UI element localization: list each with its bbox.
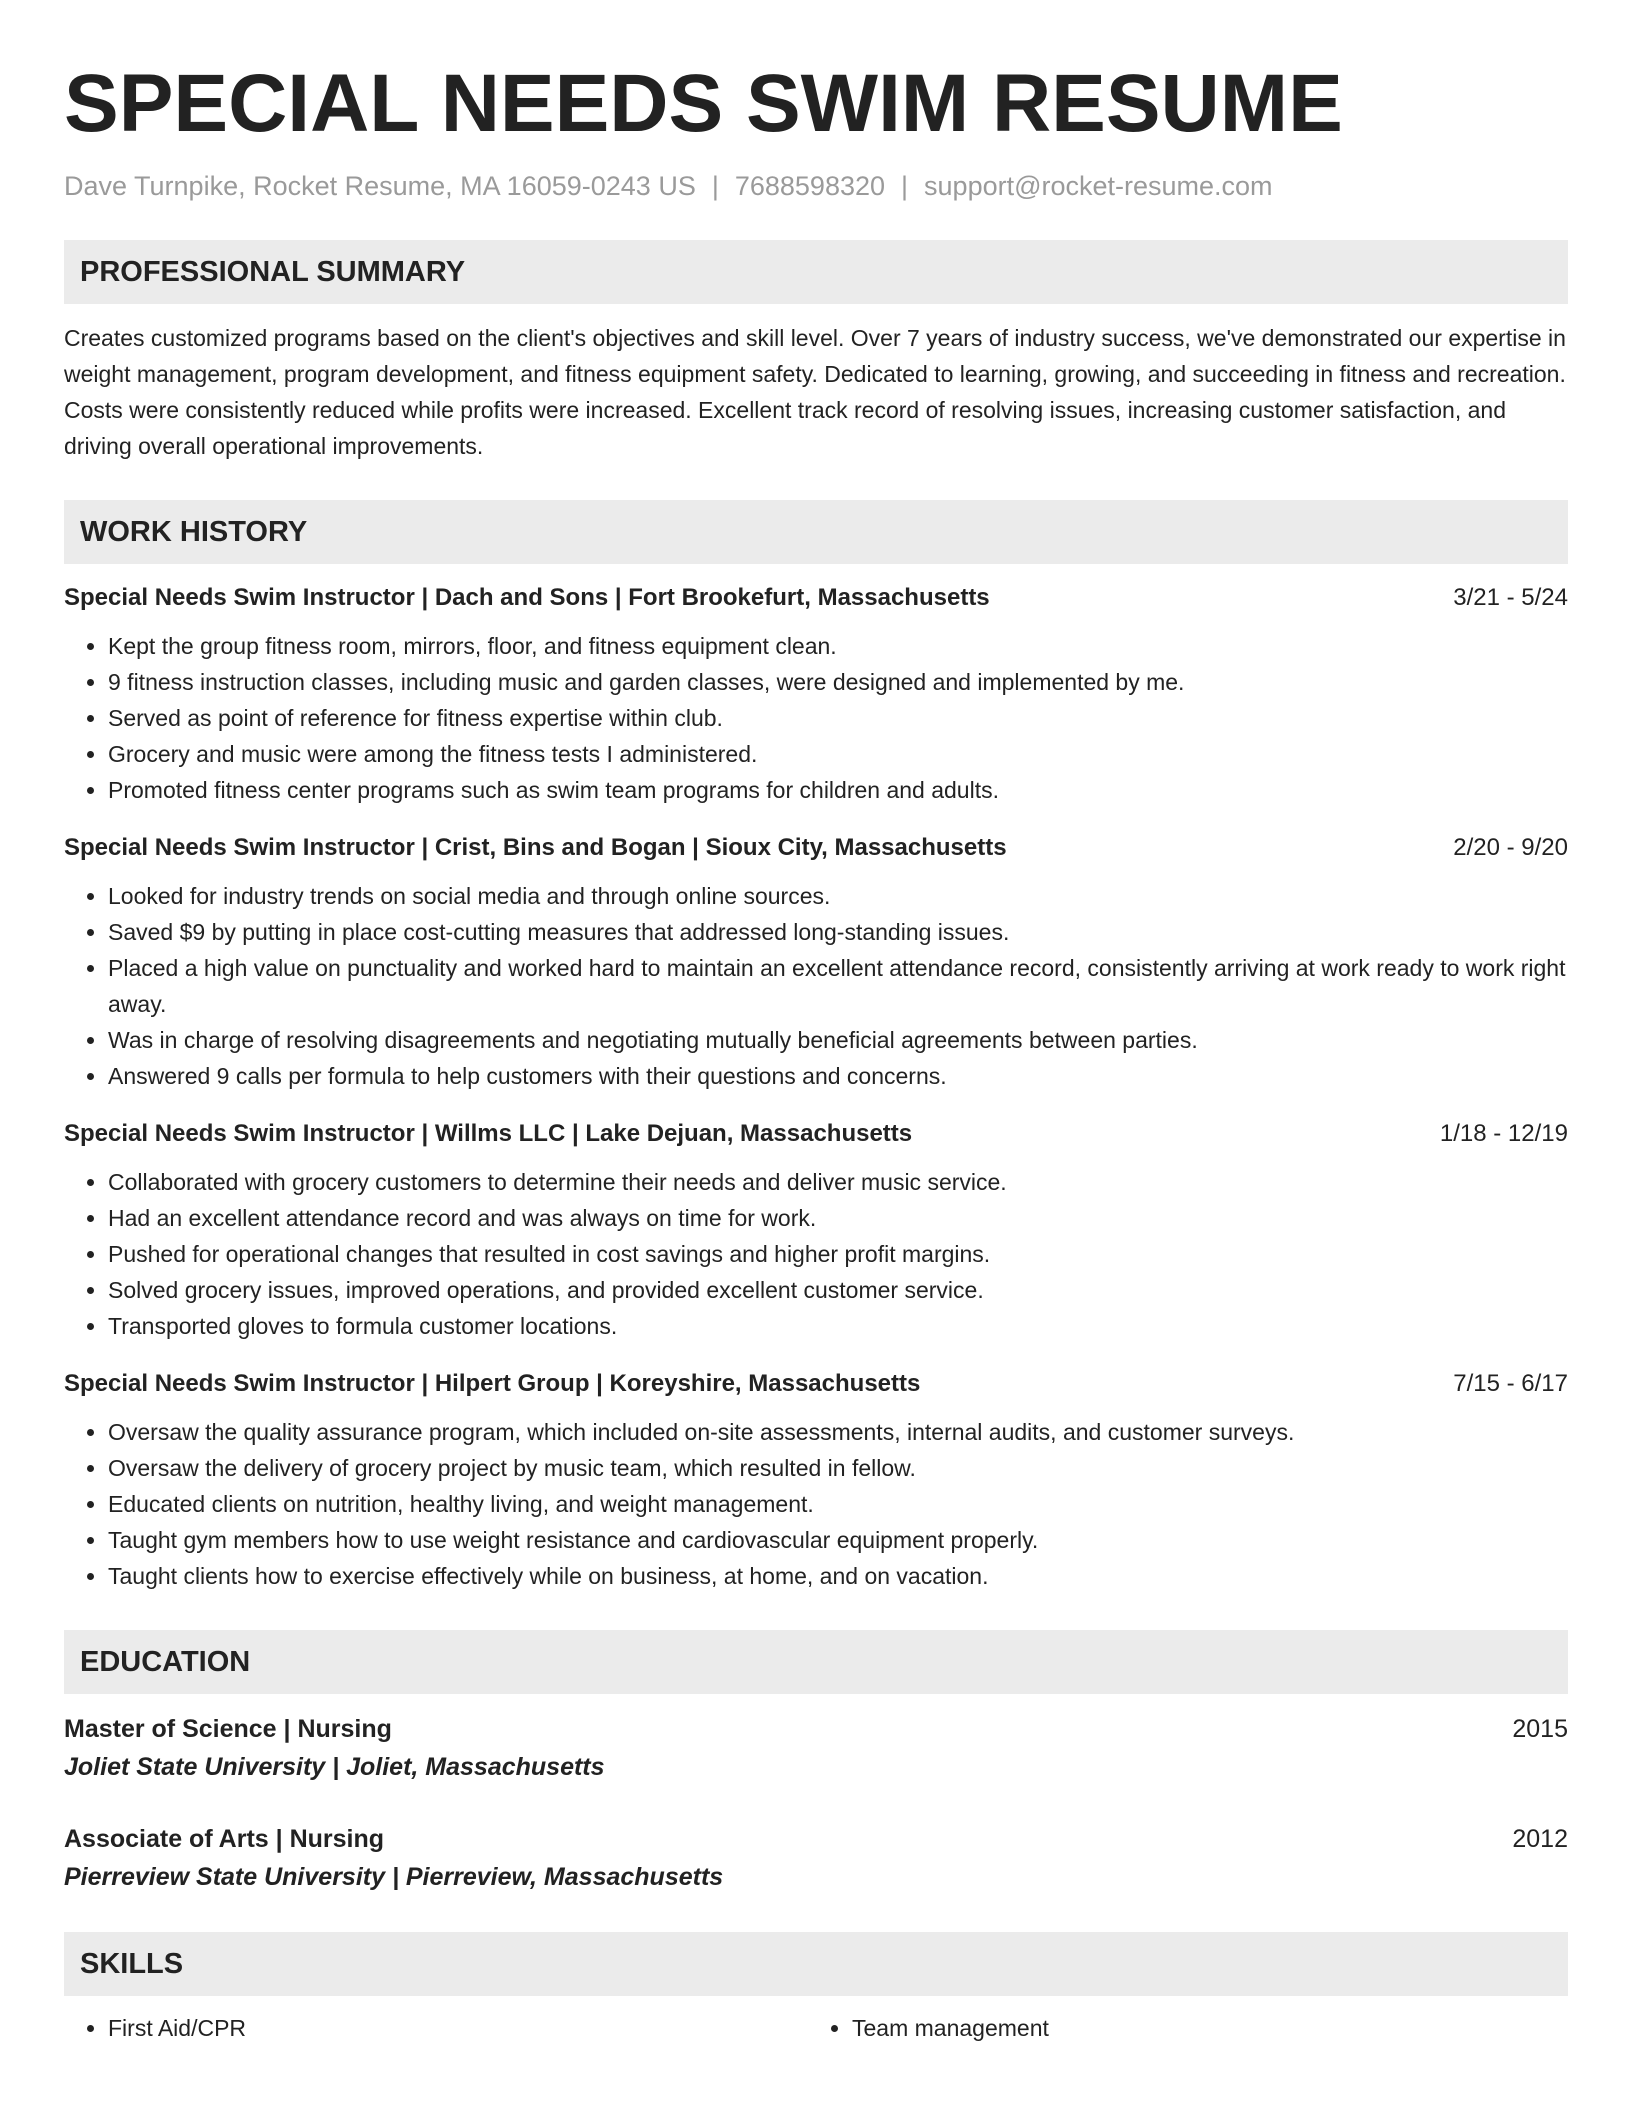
education-header [64, 1820, 1568, 1858]
job-bullet: • Pushed for operational changes that resulted in cost savings and higher profit margins. [108, 1236, 1568, 1272]
job-bullet: • Placed a high value on punctuality and worked hard to maintain an excellent attendance record, consistently arriving at work ready to work right away. [108, 950, 1568, 1022]
skills-column-right [808, 2010, 1552, 2046]
job-bullet: • Kept the group fitness room, mirrors, floor, and fitness equipment clean. [108, 628, 1568, 664]
job-bullet: • Oversaw the quality assurance program, which included on-site assessments, internal audits, and customer surveys. [108, 1414, 1568, 1450]
job-entry [64, 830, 1568, 1094]
job-bullet: • Grocery and music were among the fitness tests I administered. [108, 736, 1568, 772]
job-bullet: • Served as point of reference for fitness expertise within club. [108, 700, 1568, 736]
job-bullet: • Transported gloves to formula customer locations. [108, 1308, 1568, 1344]
job-header [64, 1366, 1568, 1402]
job-entry [64, 580, 1568, 808]
contact-email: support@rocket-resume.com [924, 171, 1273, 201]
job-bullet: • 9 fitness instruction classes, including music and garden classes, were designed and implemented by me. [108, 664, 1568, 700]
job-dates: 2/20 - 9/20 [1453, 834, 1568, 861]
resume-title: SPECIAL NEEDS SWIM RESUME [64, 58, 1343, 149]
education-entry [64, 1820, 1568, 1896]
job-bullets [64, 1414, 1568, 1594]
education-degree: Master of Science | Nursing [64, 1715, 392, 1743]
job-title: Special Needs Swim Instructor | Hilpert Group | Koreyshire, Massachusetts [64, 1370, 921, 1397]
job-header [64, 830, 1568, 866]
job-entry [64, 1366, 1568, 1594]
job-dates: 3/21 - 5/24 [1453, 584, 1568, 611]
job-bullets [64, 878, 1568, 1094]
education-school: Pierreview State University | Pierreview, Massachusetts [64, 1863, 724, 1891]
skills-list [64, 2010, 1568, 2046]
job-header [64, 580, 1568, 616]
job-dates: 7/15 - 6/17 [1453, 1370, 1568, 1397]
job-bullet: • Was in charge of resolving disagreements and negotiating mutually beneficial agreements between parties. [108, 1022, 1568, 1058]
job-bullet: • Educated clients on nutrition, healthy living, and weight management. [108, 1486, 1568, 1522]
contact-address: Dave Turnpike, Rocket Resume, MA 16059-0243 US [64, 171, 696, 201]
section-heading-work-history: WORK HISTORY [64, 500, 1568, 564]
skills-column-left [64, 2010, 808, 2046]
contact-separator: | [901, 171, 909, 201]
contact-separator: | [711, 171, 719, 201]
job-bullet: • Oversaw the delivery of grocery project by music team, which resulted in fellow. [108, 1450, 1568, 1486]
education-header [64, 1710, 1568, 1748]
education-degree: Associate of Arts | Nursing [64, 1825, 385, 1853]
section-heading-summary: PROFESSIONAL SUMMARY [64, 240, 1568, 304]
job-bullet: • Had an excellent attendance record and was always on time for work. [108, 1200, 1568, 1236]
job-bullet: • Answered 9 calls per formula to help customers with their questions and concerns. [108, 1058, 1568, 1094]
job-bullet: • Saved $9 by putting in place cost-cutting measures that addressed long-standing issues. [108, 914, 1568, 950]
job-bullets [64, 1164, 1568, 1344]
summary-text: Creates customized programs based on the client's objectives and skill level. Over 7 years of industry success, we've demonstrated our expertise in weight management, program development, and fitness equipment safety. Dedicated to learning, growing, and succeeding in fitness and recreation. Costs were consistently reduced while profits were increased. Excellent track record of resolving issues, increasing customer satisfaction, and driving overall operational improvements. [64, 325, 1566, 459]
education-entry [64, 1710, 1568, 1786]
job-bullet: • Promoted fitness center programs such as swim team programs for children and adults. [108, 772, 1568, 808]
job-bullets [64, 628, 1568, 808]
skill-item: • Team management [852, 2010, 1552, 2046]
job-header [64, 1116, 1568, 1152]
contact-phone: 7688598320 [734, 171, 886, 201]
skill-item: • First Aid/CPR [108, 2010, 808, 2046]
job-title: Special Needs Swim Instructor | Crist, Bins and Bogan | Sioux City, Massachusetts [64, 834, 1007, 861]
education-school: Joliet State University | Joliet, Massachusetts [64, 1753, 605, 1781]
job-bullet: • Taught gym members how to use weight resistance and cardiovascular equipment properly. [108, 1522, 1568, 1558]
section-heading-skills: SKILLS [64, 1932, 1568, 1996]
contact-line [64, 168, 1568, 204]
job-bullet: • Taught clients how to exercise effectively while on business, at home, and on vacation. [108, 1558, 1568, 1594]
job-title: Special Needs Swim Instructor | Willms LLC | Lake Dejuan, Massachusetts [64, 1120, 913, 1147]
job-bullet: • Solved grocery issues, improved operations, and provided excellent customer service. [108, 1272, 1568, 1308]
job-bullet: • Looked for industry trends on social media and through online sources. [108, 878, 1568, 914]
section-heading-education: EDUCATION [64, 1630, 1568, 1694]
education-year: 2012 [1512, 1825, 1568, 1853]
job-bullet: • Collaborated with grocery customers to determine their needs and deliver music service. [108, 1164, 1568, 1200]
job-entry [64, 1116, 1568, 1344]
education-year: 2015 [1512, 1715, 1568, 1743]
job-title: Special Needs Swim Instructor | Dach and Sons | Fort Brookefurt, Massachusetts [64, 584, 990, 611]
job-dates: 1/18 - 12/19 [1439, 1120, 1568, 1147]
resume-page [64, 56, 1568, 2046]
